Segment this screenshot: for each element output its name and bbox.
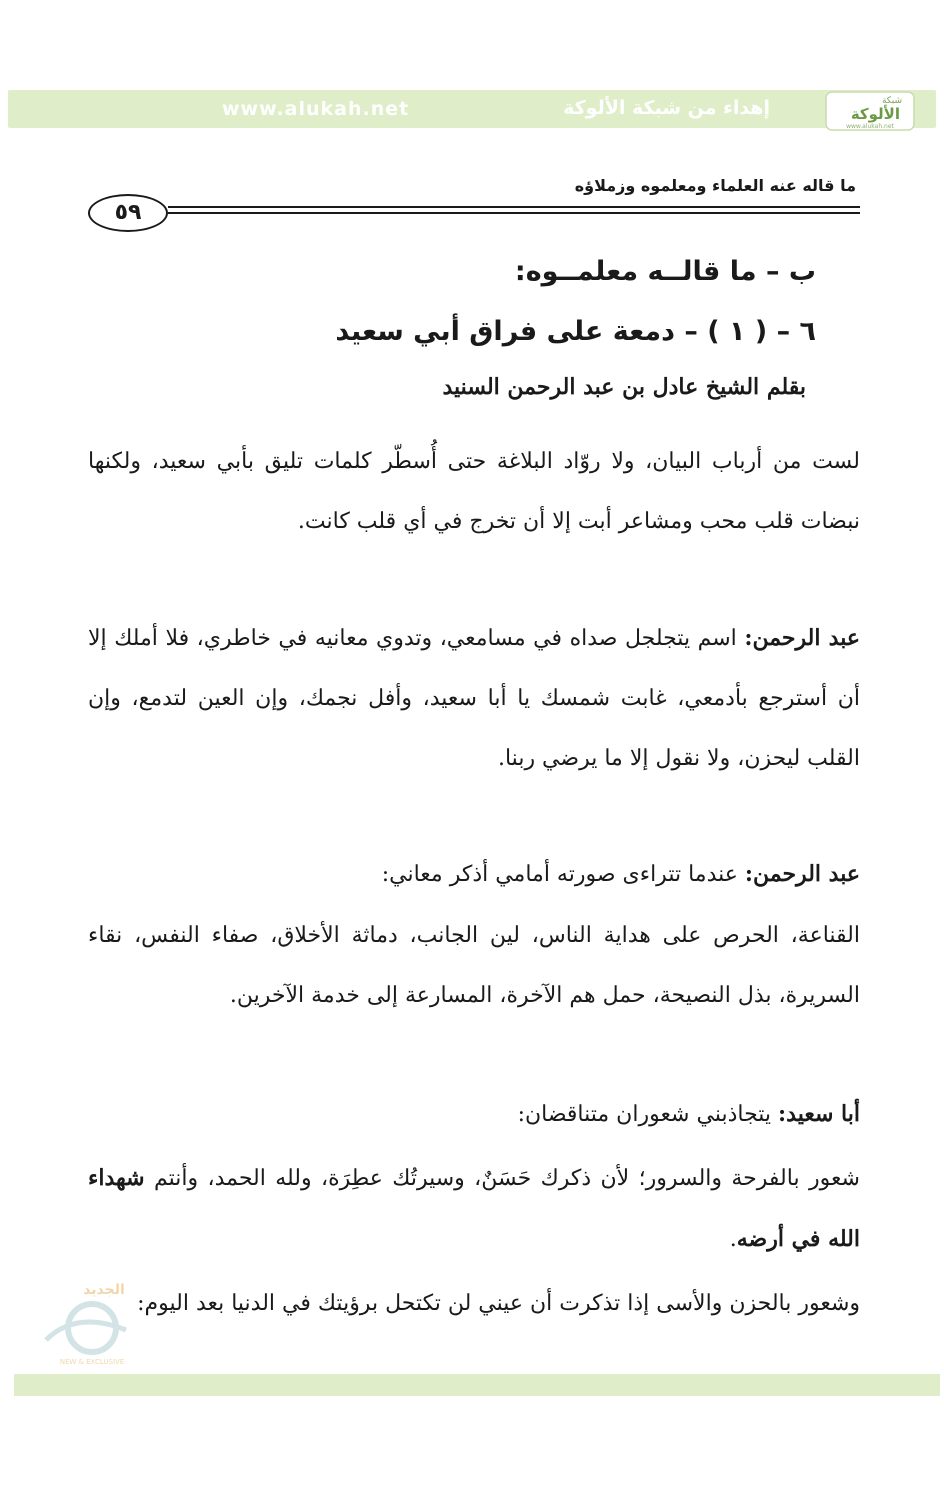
author-line: بقلم الشيخ عادل بن عبد الرحمن السنيد: [442, 374, 806, 400]
watermark-logo: [6, 1270, 146, 1370]
paragraph-lead: عبد الرحمن:: [744, 861, 860, 887]
paragraph-abdulrahman-2: [88, 844, 860, 905]
page-number: ٥٩: [88, 194, 168, 232]
paragraph-abdulrahman-1: [88, 608, 860, 789]
header-rule-top: [168, 206, 860, 208]
paragraph-joy: [88, 1148, 860, 1270]
banner-gift-text: إهداء من شبكة الألوكة: [563, 97, 770, 119]
paragraph-intro: لست من أرباب البيان، ولا روّاد البلاغة حتى أُسطّر كلمات تليق بأبي سعيد، ولكنها نبضات قلب محب ومشاعر أبت إلا أن تخرج في أي قلب كانت.: [88, 449, 860, 534]
paragraph-lead: عبد الرحمن:: [744, 625, 860, 651]
paragraph-abu-saeed: [88, 1084, 860, 1145]
footer-bar: [14, 1374, 940, 1396]
watermark-subtext: NEW & EXCLUSIVE: [59, 1358, 125, 1366]
logo-sub-text: www.alukah.net: [846, 123, 894, 130]
paragraph-text: يتجاذبني شعوران متناقضان:: [517, 1102, 779, 1127]
paragraph-bold-phrase: شهداء الله في أرضه: [88, 1165, 860, 1252]
paragraph-lead: أبا سعيد:: [778, 1101, 860, 1127]
banner-url: www.alukah.net: [222, 98, 410, 120]
top-banner: [8, 90, 936, 128]
subsection-heading: ٦ – ( ١ ) – دمعة على فراق أبي سعيد: [335, 316, 816, 347]
paragraph-text: عندما تتراءى صورته أمامي أذكر معاني:: [381, 862, 745, 887]
paragraph-text: اسم يتجلجل صداه في مسامعي، وتدوي معانيه في خاطري، فلا أملك إلا أن أسترجع بأدمعي، غابت شمسك يا أبا سعيد، وأفل نجمك، وإن العين لتدمع، وإن القلب ليحزن، ولا نقول إلا ما يرضي ربنا.: [88, 626, 860, 771]
running-header-title: ما قاله عنه العلماء ومعلموه وزملاؤه: [574, 176, 856, 195]
paragraph-text: شعور بالفرحة والسرور؛ لأن ذكرك حَسَنٌ، وسيرتُك عطِرَة، ولله الحمد، وأنتم: [144, 1166, 860, 1191]
watermark-text: الجديد: [83, 1282, 125, 1298]
header-rule-bottom: [168, 212, 860, 214]
alukah-logo: [822, 86, 918, 134]
paragraph-sorrow: وشعور بالحزن والأسى إذا تذكرت أن عيني لن تكتحل برؤيتك في الدنيا بعد اليوم:: [137, 1291, 860, 1316]
section-heading: ب – ما قالــه معلمــوه:: [514, 256, 816, 287]
logo-main-text: الألوكة: [850, 105, 900, 123]
logo-top-text: شبكة: [881, 96, 902, 106]
paragraph-qualities: القناعة، الحرص على هداية الناس، لين الجانب، دماثة الأخلاق، صفاء النفس، نقاء السريرة، بذل النصيحة، حمل هم الآخرة، المسارعة إلى خدمة الآخرين.: [88, 923, 860, 1008]
paragraph-text: .: [729, 1227, 737, 1252]
